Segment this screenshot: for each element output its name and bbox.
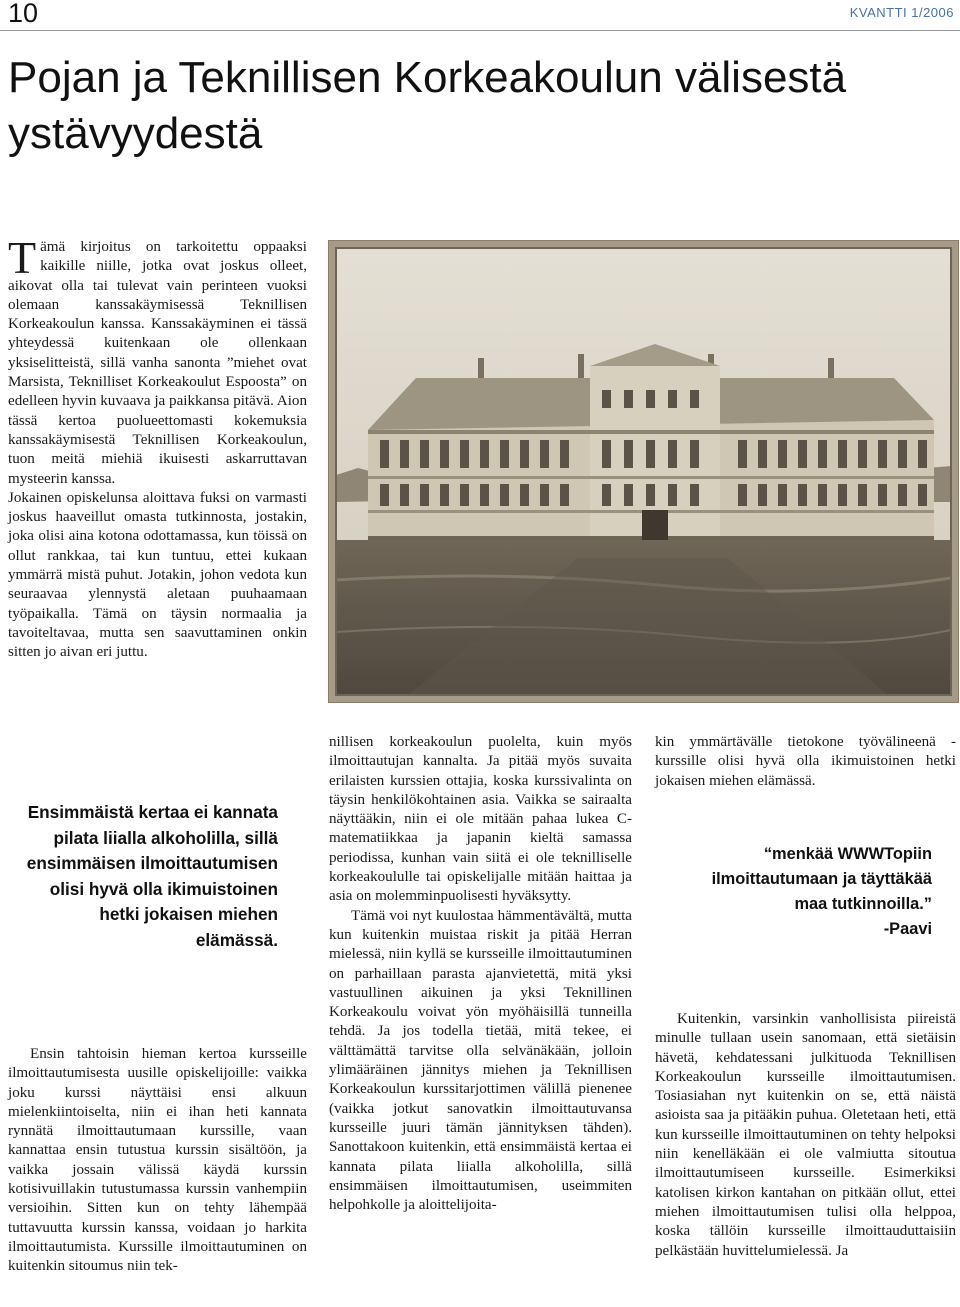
- column-2-paragraph-1: nillisen korkeakoulun puolelta, kuin myös ilmoittautujan kannalta. Ja pitää myös suvaita erilaisten kurssien ottajia, koska kurssivalinta on täysin henkilökohtainen asia. Vaikka se sairaalta näyttääkin, niin ei ole mitään pahaa lukea C-matematiikkaa ja japanin kieltä samassa periodissa, kunhan vain siitä ei ole teknilliselle korkeakoululle tai opiskelijalle mitään haittaa ja asia on molemminpuolisesti hyväksytty.: [329, 734, 632, 905]
- page-number: 10: [8, 0, 39, 28]
- column-3-paragraph-1: kin ymmärtävälle tietokone työvälineenä -kurssille olisi hyvä olla ikimuistoinen hetki jokaisen miehen elämässä.: [655, 734, 956, 789]
- magazine-issue: KVANTTI 1/2006: [849, 5, 954, 20]
- column-1-bottom: [8, 1045, 307, 1277]
- intro-paragraph-1: [8, 232, 307, 489]
- historic-university-building-photo: [328, 240, 959, 703]
- header-rule: [0, 30, 960, 31]
- article-title: Pojan ja Teknillisen Korkeakoulun välisestä ystävyydestä: [8, 53, 847, 158]
- dropcap-letter: T: [8, 232, 37, 283]
- intro-paragraph-1-text: ämä kirjoitus on tarkoitettu oppaaksi kaikille niille, jotka ovat joskus olleet, aikovat olla tai tulevat vain perinteen vuoksi olemaan kanssakäymisessä Teknillisen Korkeakoulun kanssa. Kanssakäyminen ei tässä yhteydessä kuitenkaan ole ollenkaan yksiselitteistä, sillä vanha sanonta ”miehet ovat Marsista, Teknilliset Korkeakoulut Espoosta” on edelleen hyvin kuvaava ja paikkansa pitävä. Aion tässä kertoa puolueettomasti kokemuksia kanssakäymisestä Teknillisen Korkeakoulun, tuon meitä miehiä ikuisesti askarruttavan mysteerin kanssa.: [8, 239, 307, 487]
- building-photo: [328, 240, 959, 703]
- quote-block: [700, 842, 932, 942]
- column-1-bottom-paragraph: Ensin tahtoisin hieman kertoa kursseille ilmoittautumisesta uusille opiskelijoille: vaikka joku kurssi näyttäisi ensi alkuun mielenkiintoiselta, niin ei ihan heti kannata rynnätä ilmoittautumaan kurssille, vaan kannattaa ensin tutustua kurssin sisältöön, ja vaikka jossain välissä käydä kurssin kotisivuillakin tutustumassa kurssin vanhempiin versioihin. Sitten kun on tehty lähempää tuttavuutta kurssin kanssa, voidaan jo harkita ilmoittautumista. Kurssille ilmoittautuminen on kuitenkin sitoumus niin tek-: [8, 1046, 307, 1275]
- column-2-paragraph-2: Tämä voi nyt kuulostaa hämmentävältä, mutta kun kuitenkin muistaa riskit ja pitää Herran mielessä, niin kyllä se kursseille ilmoittautuminen on parhaillaan parasta ajanvietettä, mitä yksi vastuullinen aikuinen ja yksi Teknillinen Korkeakoulu voivat yön myöhäisillä tunneilla tehdä. Ja jos todella tietää, mitä tekee, ei välttämättä tarvitse olla selvänäkään, jolloin ylimääräinen jännitys miehen ja Teknillisen Korkeakoulun kurssitarjottimen välillä pienenee (vaikka jotkut sanovatkin ilmoittautuvansa kursseille juuri tämän jännityksen tähden). Sanottakoon kuitenkin, että ensimmäistä kertaa ei kannata pilata liialla alkoholilla, sillä ensimmäisen ilmoittautumisen, useimmiten helpohkolle ja aloittelijoita-: [329, 907, 632, 1214]
- pull-quote: Ensimmäistä kertaa ei kannata pilata liialla alkoholilla, sillä ensimmäisen ilmoittautumisen olisi hyvä olla ikimuistoinen hetki jokaisen miehen elämässä.: [26, 802, 278, 950]
- column-3-bottom: [655, 1010, 956, 1261]
- column-3-top: [655, 733, 956, 791]
- intro-column: [8, 232, 307, 663]
- column-2: [329, 733, 632, 1215]
- quote-text: “menkää WWWTopiin ilmoittautumaan ja täyttäkää maa tutkinnoilla.”: [711, 845, 932, 913]
- intro-paragraph-2: Jokainen opiskelunsa aloittava fuksi on varmasti joskus haaveillut omasta tutkinnosta, jostakin, joka olisi aina kotona odottamassa, kun töissä on ollut rankkaa, tai kun tuntuu, ettei kukaan ymmärrä mistä puhut. Jotakin, johon vedota kun seuraavaa ylennystä aletaan puuhaamaan työpaikalla. Tämä on täysin normaalia ja tavoiteltavaa, mutta sen saavuttaminen onkin sitten jo aivan eri juttu.: [8, 489, 307, 661]
- page-header: [0, 0, 960, 30]
- quote-author: -Paavi: [883, 920, 932, 938]
- column-3-paragraph-2: Kuitenkin, varsinkin vanhollisista piireistä minulle tullaan usein sanomaan, että sietäisin hävetä, kehdatessani julkituoda Teknillisen Korkeakoulun kursseille ilmoittautumisen. Tosiasiahan nyt kuitenkin on se, että näistä asioista saa ja pitääkin puhua. Oletetaan heti, että kun kursseille ilmoittautuminen on tehty helpoksi niin kenelläkään ei ole valmiutta sitoutua ilmoittautumiseen kursseille. Esimerkiksi katolisen kirkon kantahan on pitkään ollut, ettei miehen ilmoittautumisen tulisi olla helppoa, koska tällöin kursseille ilmoittauduttaisiin pelkästään huvittelumielessä. Ja: [655, 1011, 956, 1259]
